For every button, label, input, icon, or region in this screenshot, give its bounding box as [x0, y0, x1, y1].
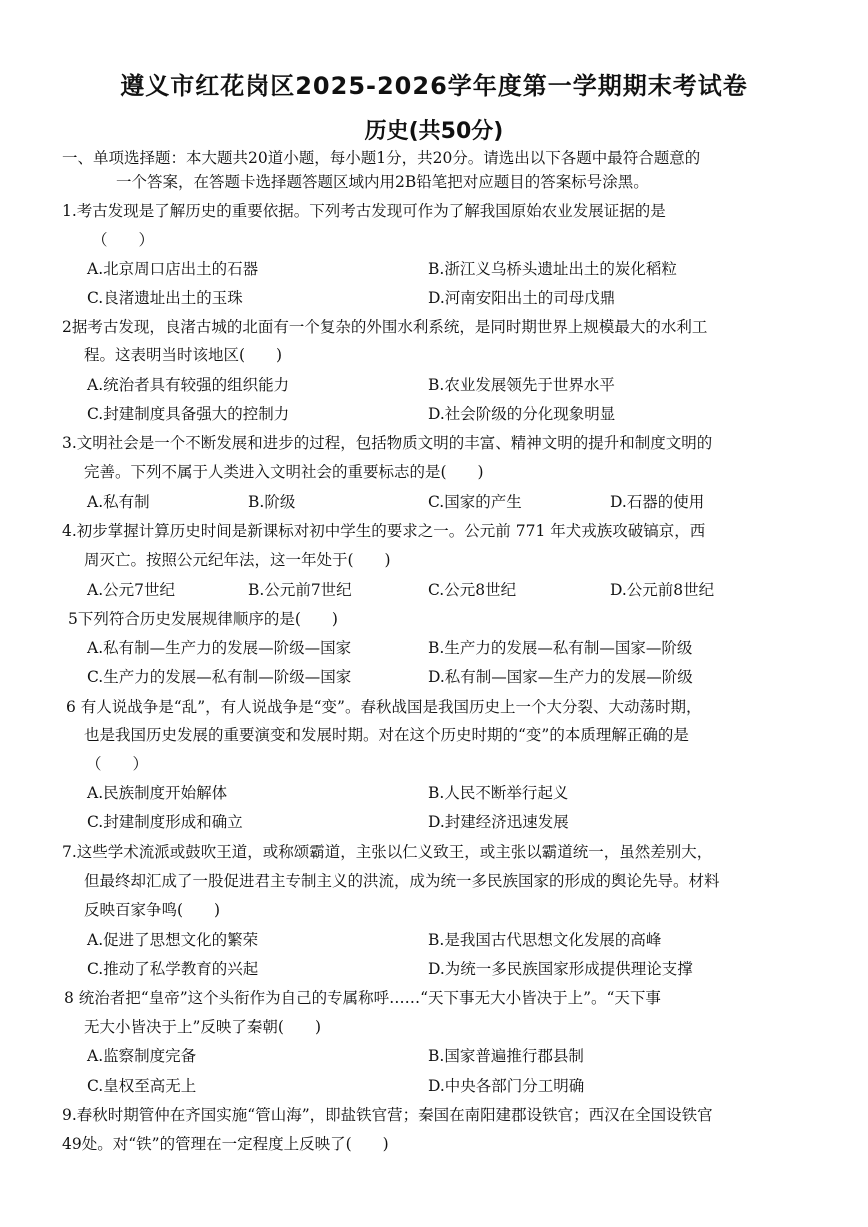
- question-stem: 程。这表明当时该地区( ): [84, 346, 283, 364]
- question-stem: 7.这些学术流派或鼓吹王道，或称颂霸道，主张以仁义致王，或主张以霸道统一，虽然差别大，: [62, 843, 713, 861]
- option-a: A.民族制度开始解体: [87, 784, 228, 802]
- question-stem: 但最终却汇成了一股促进君主专制主义的洪流，成为统一多民族国家的形成的舆论先导。材料: [84, 872, 720, 890]
- option-b: B.是我国古代思想文化发展的高峰: [428, 931, 662, 949]
- option-a: A.私有制—生产力的发展—阶级—国家: [87, 639, 352, 657]
- option-a: A.促进了思想文化的繁荣: [87, 931, 259, 949]
- option-a: A.公元7世纪: [87, 581, 175, 599]
- option-c: C.公元8世纪: [428, 581, 517, 599]
- option-c: C.国家的产生: [428, 493, 522, 511]
- option-d: D.为统一多民族国家形成提供理论支撑: [428, 960, 693, 978]
- question-stem: 9.春秋时期管仲在齐国实施“管山海”，即盐铁官营；秦国在南阳建郡设铁官；西汉在全国设铁官: [62, 1106, 713, 1124]
- section-instruction-line: 一、单项选择题：本大题共20道小题，每小题1分，共20分。请选出以下各题中最符合题意的: [62, 149, 701, 167]
- option-d: D.中央各部门分工明确: [428, 1077, 585, 1095]
- option-c: C.皇权至高无上: [87, 1077, 197, 1095]
- option-d: D.河南安阳出土的司母戊鼎: [428, 289, 616, 307]
- option-c: C.生产力的发展—私有制—阶级—国家: [87, 668, 352, 686]
- exam-subtitle: 历史(共50分): [364, 119, 504, 144]
- question-stem: 周灭亡。按照公元纪年法，这一年处于( ): [84, 551, 391, 569]
- option-b: B.生产力的发展—私有制—国家—阶级: [428, 639, 693, 657]
- option-a: A.统治者具有较强的组织能力: [87, 376, 290, 394]
- option-d: D.私有制—国家—生产力的发展—阶级: [428, 668, 693, 686]
- option-c: C.封建制度具备强大的控制力: [87, 405, 290, 423]
- option-b: B.国家普遍推行郡县制: [428, 1047, 584, 1065]
- option-a: A.北京周口店出土的石器: [87, 260, 259, 278]
- option-b: B.公元前7世纪: [248, 581, 352, 599]
- option-b: B.浙江义乌桥头遗址出土的炭化稻粒: [428, 260, 677, 278]
- section-instruction-line: 一个答案，在答题卡选择题答题区域内用2B铅笔把对应题目的答案标号涂黑。: [116, 173, 649, 191]
- question-stem: 完善。下列不属于人类进入文明社会的重要标志的是( ): [84, 463, 484, 481]
- option-d: D.石器的使用: [610, 493, 705, 511]
- option-c: C.良渚遗址出土的玉珠: [87, 289, 243, 307]
- option-a: A.监察制度完备: [87, 1047, 197, 1065]
- option-c: C.推动了私学教育的兴起: [87, 960, 259, 978]
- option-b: B.阶级: [248, 493, 296, 511]
- question-stem: 也是我国历史发展的重要演变和发展时期。对在这个历史时期的“变”的本质理解正确的是: [84, 726, 689, 744]
- option-b: B.人民不断举行起义: [428, 784, 569, 802]
- answer-blank: （ ）: [92, 231, 155, 249]
- question-stem: 2据考古发现，良渚古城的北面有一个复杂的外围水利系统，是同时期世界上规模最大的水利工: [62, 318, 708, 336]
- question-stem: 4.初步掌握计算历史时间是新课标对初中学生的要求之一。公元前 771 年犬戎族攻破镐京，西: [62, 522, 706, 540]
- question-stem: 无大小皆决于上”反映了秦朝( ): [84, 1018, 322, 1036]
- question-stem: 49处。对“铁”的管理在一定程度上反映了( ): [62, 1135, 389, 1153]
- option-d: D.社会阶级的分化现象明显: [428, 405, 616, 423]
- option-c: C.封建制度形成和确立: [87, 813, 243, 831]
- question-stem: 8 统治者把“皇帝”这个头衔作为自己的专属称呼……“天下事无大小皆决于上”。“天下事: [64, 989, 661, 1007]
- option-a: A.私有制: [87, 493, 150, 511]
- answer-blank: （ ）: [86, 755, 149, 773]
- question-stem: 6 有人说战争是“乱”，有人说战争是“变”。春秋战国是我国历史上一个大分裂、大动荡时期，: [66, 698, 702, 716]
- question-stem: 3.文明社会是一个不断发展和进步的过程，包括物质文明的丰富、精神文明的提升和制度文明的: [62, 434, 713, 452]
- question-stem: 5下列符合历史发展规律顺序的是( ): [68, 610, 338, 628]
- option-d: D.封建经济迅速发展: [428, 813, 569, 831]
- option-b: B.农业发展领先于世界水平: [428, 376, 615, 394]
- exam-title: 遵义市红花岗区2025-2026学年度第一学期期末考试卷: [120, 72, 748, 100]
- question-stem: 1.考古发现是了解历史的重要依据。下列考古发现可作为了解我国原始农业发展证据的是: [62, 202, 666, 220]
- question-stem: 反映百家争鸣( ): [84, 901, 221, 919]
- option-d: D.公元前8世纪: [610, 581, 715, 599]
